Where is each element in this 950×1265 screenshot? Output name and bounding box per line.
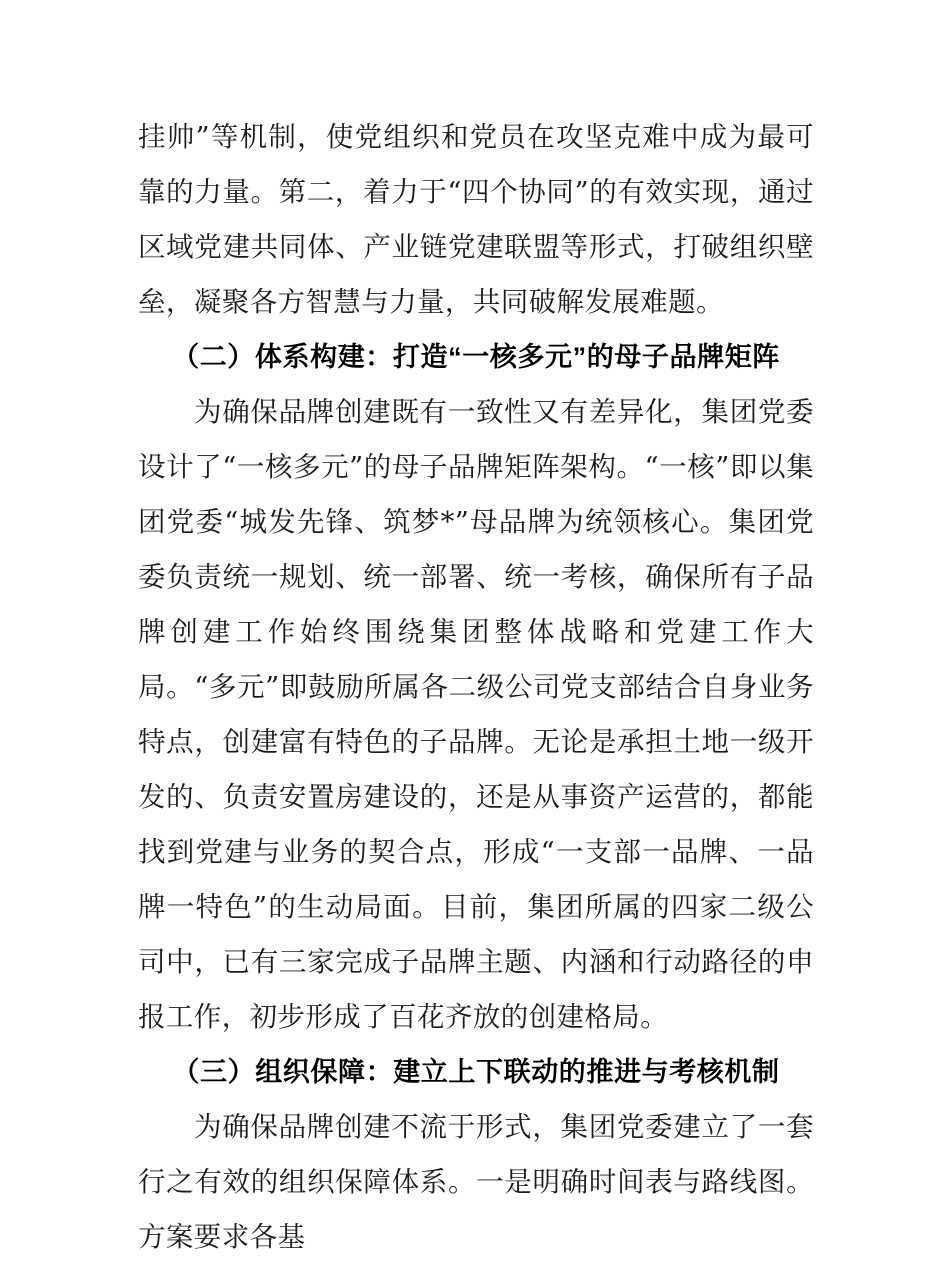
heading-section-three: （三）组织保障：建立上下联动的推进与考核机制 [172,1057,780,1087]
paragraph-organizational-guarantee: 为确保品牌创建不流于形式，集团党委建立了一套行之有效的组织保障体系。一是明确时间表与路线图。方案要求各基 [138,1111,814,1253]
top-margin-spacer [138,0,814,110]
document-content-column [138,0,814,1265]
heading-section-two: （二）体系构建：打造“一核多元”的母子品牌矩阵 [172,342,780,372]
paragraph-continued-mechanisms: 挂帅”等机制，使党组织和党员在攻坚克难中成为最可靠的力量。第二，着力于“四个协同”的有效实现，通过区域党建共同体、产业链党建联盟等形式，打破组织壁垒，凝聚各方智慧与力量，共同破解发展难题。 [138,121,814,318]
paragraph-brand-matrix: 为确保品牌创建既有一致性又有差异化，集团党委设计了“一核多元”的母子品牌矩阵架构。“一核”即以集团党委“城发先锋、筑梦*”母品牌为统领核心。集团党委负责统一规划、统一部署、统一考核，确保所有子品牌创建工作始终围绕集团整体战略和党建工作大局。“多元”即鼓励所属各二级公司党支部结合自身业务特点，创建富有特色的子品牌。无论是承担土地一级开发的、负责安置房建设的，还是从事资产运营的，都能找到党建与业务的契合点，形成“一支部一品牌、一品牌一特色”的生动局面。目前，集团所属的四家二级公司中，已有三家完成子品牌主题、内涵和行动路径的申报工作，初步形成了百花齐放的创建格局。 [138,396,814,1033]
